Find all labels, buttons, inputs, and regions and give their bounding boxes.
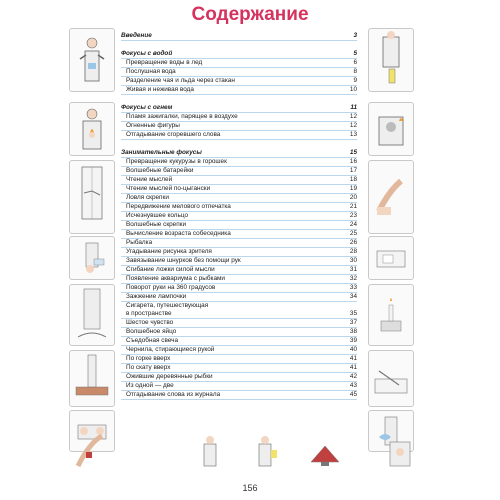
toc-item-title: Сгибание ложки силой мысли (126, 266, 215, 273)
toc-item-page: 20 (349, 194, 357, 201)
toc-item[interactable] (121, 257, 357, 266)
toc-item-title: Огненные фигуры (126, 122, 180, 129)
toc-item[interactable] (121, 203, 357, 212)
toc-item-page: 10 (349, 86, 357, 93)
toc-item-title: Волшебное яйцо (126, 328, 177, 335)
toc-item[interactable] (121, 302, 357, 310)
toc-item-title: Живая и неживая вода (126, 86, 194, 93)
toc-item-page: 30 (349, 257, 357, 264)
toc-section-fun[interactable] (121, 149, 357, 158)
shoe-icon (69, 350, 115, 407)
toc-item[interactable] (121, 391, 357, 400)
toc-item-title: Появление аквариума с рыбками (126, 275, 225, 282)
toc-item-title: Поворот руки на 360 градусов (126, 284, 216, 291)
toc-item[interactable] (121, 212, 357, 221)
toc-item-page: 34 (349, 293, 357, 300)
section-page: 15 (349, 149, 357, 156)
card-icon (368, 160, 414, 234)
toc-item[interactable] (121, 382, 357, 391)
toc-item-title: Послушная вода (126, 68, 176, 75)
hand-icon (69, 236, 115, 280)
toc-item-title: Волшебные батарейки (126, 167, 194, 174)
toc-item-title: Превращение кукурузы в горошек (126, 158, 227, 165)
toc-item[interactable] (121, 373, 357, 382)
table-of-contents (121, 32, 357, 400)
toc-section-water[interactable] (121, 50, 357, 59)
section-page: 5 (353, 50, 357, 57)
toc-item-title: Чтение мыслей по-цыгански (126, 185, 211, 192)
section-page: 11 (350, 104, 357, 111)
toc-item-title: По горке вверх (126, 355, 171, 362)
toc-item-page: 19 (349, 185, 357, 192)
toc-item-title: Пламя зажигалки, парящее в воздухе (126, 113, 238, 120)
suit-icon (69, 160, 115, 234)
toc-item-page: 24 (349, 221, 357, 228)
section-title: Введение (121, 32, 152, 39)
toc-item-page: 12 (349, 122, 357, 129)
page-number: 156 (242, 483, 258, 493)
toc-item[interactable] (121, 113, 357, 122)
toc-item-page: 8 (353, 68, 357, 75)
spoon-icon (368, 350, 414, 407)
toc-item[interactable] (121, 266, 357, 275)
toc-item[interactable] (121, 158, 357, 167)
toc-item[interactable] (121, 248, 357, 257)
lighter-icon (368, 102, 414, 156)
toc-item-page: 33 (349, 284, 357, 291)
toc-item-page: 31 (349, 266, 357, 273)
toc-item[interactable] (121, 355, 357, 364)
toc-item[interactable] (121, 122, 357, 131)
candle-icon (368, 284, 414, 346)
toc-item[interactable] (121, 364, 357, 373)
toc-item[interactable] (121, 328, 357, 337)
toc-item-page: 35 (349, 310, 357, 317)
toc-item[interactable] (121, 131, 357, 140)
toc-item-title: Отгадывание слова из журнала (126, 391, 221, 398)
toc-item-page: 37 (349, 319, 357, 326)
toc-item-page: 41 (349, 355, 357, 362)
toc-item-page: 18 (349, 176, 357, 183)
toc-item-title: Рыбалка (126, 239, 153, 246)
magician-icon (190, 432, 230, 470)
toc-item-title: Из одной — две (126, 382, 174, 389)
toc-item[interactable] (121, 194, 357, 203)
hand-icon (70, 432, 110, 470)
toc-item-title: Волшебные скрепки (126, 221, 187, 228)
toc-item[interactable] (121, 284, 357, 293)
magician-icon (245, 432, 285, 470)
toc-item[interactable] (121, 310, 357, 319)
toc-item-title: По скату вверх (126, 364, 171, 371)
toc-item[interactable] (121, 176, 357, 185)
toc-item-page: 26 (349, 239, 357, 246)
toc-item-title: Зажжение лампочки (126, 293, 187, 300)
toc-item[interactable] (121, 319, 357, 328)
toc-item-title: в пространстве (126, 310, 172, 317)
toc-item-title: Шестое чувство (126, 319, 174, 326)
toc-item[interactable] (121, 68, 357, 77)
toc-item-page: 38 (349, 328, 357, 335)
toc-item-page: 25 (349, 230, 357, 237)
toc-item-title: Передвижение мелового отпечатка (126, 203, 231, 210)
bottle-icon (368, 28, 414, 92)
toc-item-title: Завязывание шнурков без помощи рук (126, 257, 241, 264)
toc-item-title: Ловля скрепки (126, 194, 169, 201)
toc-section-fire[interactable] (121, 104, 357, 113)
toc-item-page: 23 (349, 212, 357, 219)
toc-item[interactable] (121, 346, 357, 355)
toc-item-page: 41 (349, 364, 357, 371)
pencil-icon (368, 236, 414, 280)
section-title: Фокусы с огнем (121, 104, 173, 111)
toc-item[interactable] (121, 230, 357, 239)
toc-item[interactable] (121, 77, 357, 86)
toc-item-page: 39 (349, 337, 357, 344)
rope-icon (69, 284, 115, 346)
toc-item-title: Съедобная свеча (126, 337, 179, 344)
toc-item-page: 13 (349, 131, 357, 138)
toc-item[interactable] (121, 275, 357, 284)
toc-item[interactable] (121, 167, 357, 176)
toc-item[interactable] (121, 239, 357, 248)
toc-item-title: Угадывание рисунка зрителя (126, 248, 212, 255)
toc-item-page: 17 (349, 167, 357, 174)
toc-item-page: 42 (349, 373, 357, 380)
toc-item-page: 43 (349, 382, 357, 389)
toc-item-page: 12 (349, 113, 357, 120)
toc-item-title: Отгадывание сгоревшего слова (126, 131, 221, 138)
bottle-icon (305, 432, 345, 470)
toc-item[interactable] (121, 59, 357, 68)
toc-item-title: Вычисление возраста собеседника (126, 230, 231, 237)
toc-item-page: 40 (349, 346, 357, 353)
section-page: 3 (353, 32, 357, 39)
toc-item-page: 16 (349, 158, 357, 165)
toc-section-intro[interactable] (121, 32, 357, 41)
toc-item-page: 6 (353, 59, 357, 66)
toc-item[interactable] (121, 86, 357, 95)
toc-item[interactable] (121, 185, 357, 194)
toc-item-page: 45 (349, 391, 357, 398)
fire-hands-icon (69, 102, 115, 156)
section-title: Занимательные фокусы (121, 149, 202, 156)
section-title: Фокусы с водой (121, 50, 173, 57)
toc-item-page: 28 (349, 248, 357, 255)
toc-item-page: 21 (349, 203, 357, 210)
toc-item[interactable] (121, 221, 357, 230)
toc-item[interactable] (121, 293, 357, 302)
toc-item-title: Превращение воды в лед (126, 59, 203, 66)
toc-item-title: Разделение чая и льда через стакан (126, 77, 235, 84)
toc-item-title: Сигарета, путешествующая (126, 302, 209, 309)
toc-item-title: Чтение мыслей (126, 176, 173, 183)
magician-icon (69, 28, 115, 92)
toc-item-title: Исчезнувшее кольцо (126, 212, 189, 219)
toc-item-page: 32 (349, 275, 357, 282)
page-title: Содержание (191, 4, 309, 25)
toc-item-title: Чернила, стирающиеся рукой (126, 346, 215, 353)
toc-item-title: Ожившие деревянные рыбки (126, 373, 213, 380)
toc-item-page: 9 (353, 77, 357, 84)
toc-item[interactable] (121, 337, 357, 346)
hands-icon (380, 432, 420, 470)
